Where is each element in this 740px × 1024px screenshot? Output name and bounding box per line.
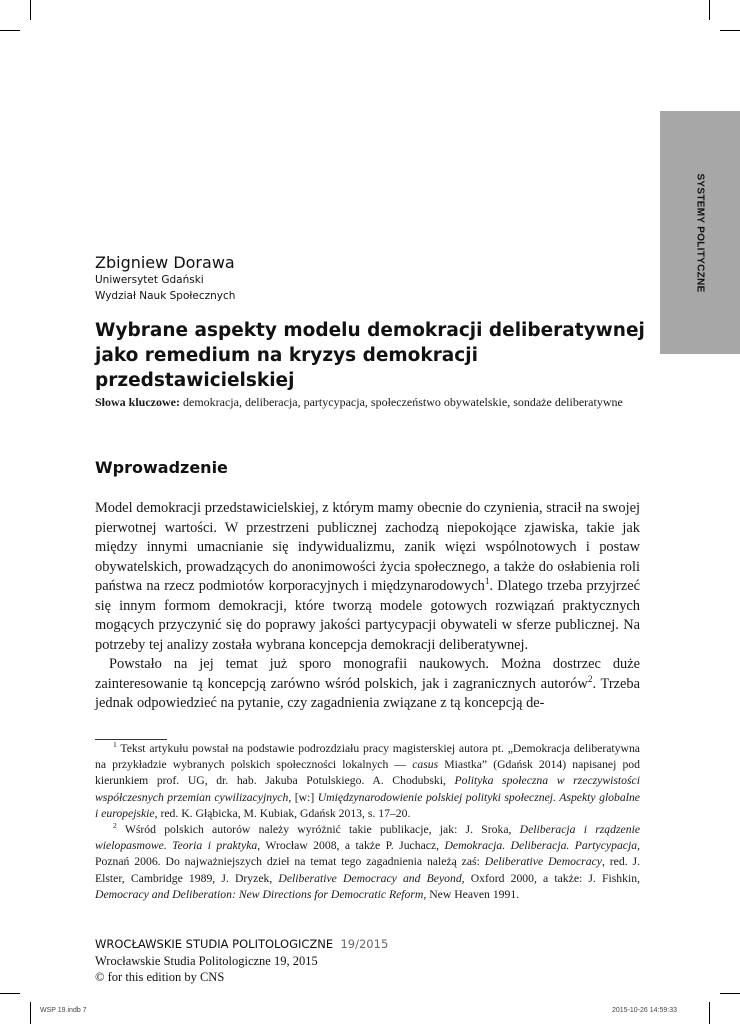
journal-issue: 19/2015 [340,937,389,951]
crop-mark-bottom-left-v [30,1002,31,1024]
article-title: Wybrane aspekty modelu demokracji deliberatywnej jako remedium na kryzys demokracji przedstawicielskiej [95,320,645,391]
footnote-ref-2[interactable]: 2 [587,674,593,685]
crop-mark-top-left-v [30,0,31,20]
keywords-label: Słowa kluczowe: [95,395,180,409]
slug-timestamp: 2015-10-26 14:59:33 [612,1007,677,1014]
paragraph-1: Model demokracji przedstawicielskiej, z którym mamy obecnie do czynienia, stracił na swojej pierwotnej wartości. W przestrzeni publicznej zachodzą niepokojące zjawiska, takie jak między innymi umacnianie się indywidualizmu, zanik więzi wspólnotowych i postaw obywatelskich, prowadzących do anonimowości życia społecznego, a także do osłabienia roli państwa na rzecz podmiotów korporacyjnych i międzynarodowych$^1$. Dlatego trzeba przyjrzeć się innym formom demokracji, które tworzą modele gotowych rozwiązań praktycznych mogących przyczynić się do poprawy jakości partycypacji obywateli w sferze publicznej. Na potrzeby tej analizy została wybrana koncepcja demokracji deliberatywnej. [95,500,640,653]
journal-citation: Wrocławskie Studia Politologiczne 19, 2015 [95,954,318,968]
crop-mark-bottom-right-h [720,993,740,994]
author-faculty: Wydział Nauk Społecznych [95,290,236,302]
paragraph-2: Powstało na jej temat już sporo monografii naukowych. Można dostrzec duże zainteresowanie tą koncepcją zarówno wśród polskich, jak i zagranicznych autorów$^2$. Trzeba jednak odpowiedzieć na pytanie, czy zagadnienia związane z tą koncepcją de- [95,656,640,711]
footnote-ref-1[interactable]: 1 [484,577,490,588]
crop-mark-top-right-v [709,0,710,20]
author-name: Zbigniew Dorawa [95,253,235,272]
crop-mark-bottom-right-v [709,1002,710,1024]
body-text [95,499,640,714]
crop-mark-bottom-left-h [0,993,20,994]
footnote-1-number: 1 [113,740,117,750]
author-university: Uniwersytet Gdański [95,274,204,286]
copyright-line: © for this edition by CNS [95,970,225,984]
footnote-1: $^1$ Tekst artykułu powstał na podstawie podrozdziału pracy magisterskiej autora pt. „Demokracja deliberatywna na przykładzie wybranych polskich społeczności lokalnych — casus Miastka” (Gdańsk 2014) napisanej pod kierunkiem prof. UG, dr. hab. Jakuba Potulskiego. A. Chodubski, Polityka społeczna w rzeczywistości współczesnych przemian cywilizacyjnych, [w:] Umiędzynarodowienie polskiej polityki społecznej. Aspekty globalne i europejskie, red. K. Głąbicka, M. Kubiak, Gdańsk 2013, s. 17–20. [95,740,640,820]
section-heading: Wprowadzenie [95,458,228,477]
journal-name: WROCŁAWSKIE STUDIA POLITOLOGICZNE [95,937,334,951]
keywords [95,393,640,411]
footnotes [95,741,640,903]
footnote-separator [95,739,167,740]
side-tab-label: SYSTEMY POLITYCZNE [694,172,706,293]
slug-filename: WSP 19.indb 7 [40,1007,87,1014]
footnote-2-number: 2 [113,821,117,831]
crop-mark-top-left-h [0,30,20,31]
journal-running-footer [95,937,388,951]
section-side-tab [660,111,740,354]
footnote-2: $^2$ Wśród polskich autorów należy wyróżnić takie publikacje, jak: J. Sroka, Deliberacja i rządzenie wielopasmowe. Teoria i praktyka, Wrocław 2008, a także P. Juchacz, Demokracja. Deliberacja. Partycypacja, Poznań 2006. Do najważniejszych dzieł na temat tego zagadnienia należą zaś: Deliberative Democracy, red. J. Elster, Cambridge 1989, J. Dryzek, Deliberative Democracy and Beyond, Oxford 2000, a także: J. Fishkin, Democracy and Deliberation: New Directions for Democratic Reform, New Heaven 1991. [95,821,641,901]
keywords-text: demokracja, deliberacja, partycypacja, społeczeństwo obywatelskie, sondaże deliberatywne [183,395,623,409]
crop-mark-top-right-h [720,30,740,31]
